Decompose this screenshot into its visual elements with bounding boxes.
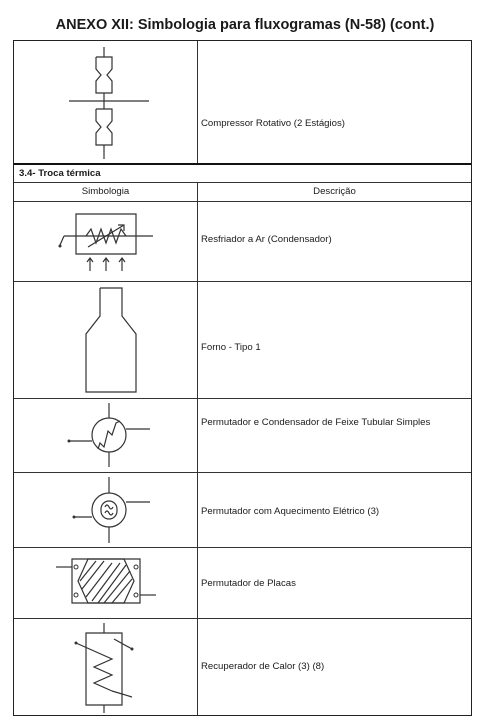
furnace-type-1-icon [76,288,146,394]
row-description: Compressor Rotativo (2 Estágios) [201,118,345,129]
column-header-symbol: Simbologia [81,186,130,197]
section-divider [14,163,471,165]
row-divider [14,281,471,282]
row-description: Permutador de Placas [201,578,296,589]
row-description: Resfriador a Ar (Condensador) [201,234,332,245]
row-description: Forno - Tipo 1 [201,342,261,353]
heat-recovery-icon [74,623,144,713]
row-description: Permutador e Condensador de Feixe Tubular Simples [201,417,431,428]
page-title: ANEXO XII: Simbologia para fluxogramas (N-58) (cont.) [55,17,435,33]
symbol-table [13,40,472,716]
shell-tube-exchanger-icon [64,403,154,467]
section-title-divider [14,182,471,183]
air-cooler-condenser-icon [58,209,158,275]
header-divider [14,201,471,202]
row-divider [14,472,471,473]
column-divider-top [197,41,198,163]
row-description: Permutador com Aquecimento Elétrico (3) [201,506,380,517]
column-header-description: Descrição [313,186,356,197]
row-divider [14,547,471,548]
row-description: Recuperador de Calor (3) (8) [201,661,325,672]
section-title: 3.4- Troca térmica [19,168,101,179]
row-divider [14,618,471,619]
plate-exchanger-icon [56,553,156,613]
row-divider [14,398,471,399]
column-divider [197,182,198,715]
two-stage-rotary-compressor-icon [69,47,149,159]
electric-heated-exchanger-icon [66,477,156,543]
